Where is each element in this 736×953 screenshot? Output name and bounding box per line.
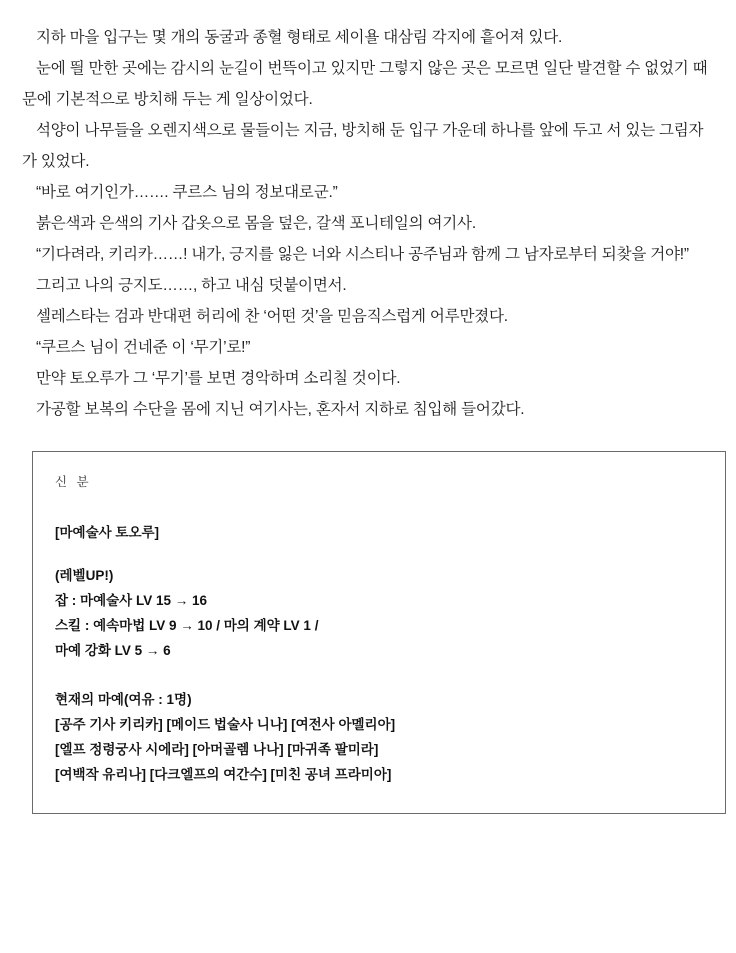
narrative-paragraph: “기다려라, 키리카……! 내가, 긍지를 잃은 너와 시스티나 공주님과 함께 그 남자로부터 되찾을 거야!” [36,246,689,263]
narrative-paragraph: 그리고 나의 긍지도……, 하고 내심 덧붙이면서. [36,277,347,294]
narrative-paragraph: 가공할 보복의 수단을 몸에 지닌 여기사는, 혼자서 지하로 침입해 들어갔다. [36,401,525,418]
status-character-name: [마예술사 토오루] [55,525,160,540]
status-maye-row: [공주 기사 키리카] [메이드 법술사 니나] [여전사 아멜리아] [55,717,396,732]
status-panel-title: 신 분 [55,475,92,489]
narrative-paragraph: 붉은색과 은색의 기사 갑옷으로 몸을 덮은, 갈색 포니테일의 여기사. [36,215,476,232]
spacer [55,545,703,563]
narrative-text-block [22,22,712,425]
status-panel [32,451,726,814]
status-skill-line-continued: 마예 강화 LV 5 → 6 [55,643,171,658]
narrative-paragraph: 눈에 띌 만한 곳에는 감시의 눈길이 번뜩이고 있지만 그렇지 않은 곳은 모르면 일단 발견할 수 없었기 때문에 기본적으로 방치해 두는 게 일상이었다. [22,60,708,108]
status-job-line: 잡 : 마예술사 LV 15 → 16 [55,593,207,608]
status-current-maye-header: 현재의 마예(여유 : 1명) [55,692,192,707]
status-maye-list [55,712,703,787]
narrative-paragraph: 석양이 나무들을 오렌지색으로 물들이는 지금, 방치해 둔 입구 가운데 하나를 앞에 두고 서 있는 그림자가 있었다. [22,122,704,170]
narrative-paragraph: “쿠르스 님이 건네준 이 ‘무기’로!” [36,339,251,356]
status-skill-line: 스킬 : 예속마법 LV 9 → 10 / 마의 계약 LV 1 / [55,618,319,633]
status-maye-row: [엘프 정령궁사 시에라] [아머골렘 나나] [마귀족 팔미라] [55,742,379,757]
spacer [55,663,703,687]
narrative-paragraph: “바로 여기인가……. 쿠르스 님의 정보대로군.” [36,184,338,201]
narrative-paragraph: 만약 토오루가 그 ‘무기’를 보면 경악하며 소리칠 것이다. [36,370,401,387]
status-level-up-header: (레벨UP!) [55,568,114,583]
narrative-paragraph: 셀레스타는 검과 반대편 허리에 찬 ‘어떤 것’을 믿음직스럽게 어루만졌다. [36,308,508,325]
narrative-paragraph: 지하 마을 입구는 몇 개의 동굴과 종혈 형태로 세이욜 대삼림 각지에 흩어져 있다. [36,29,563,46]
status-maye-row: [여백작 유리나] [다크엘프의 여간수] [미친 공녀 프라미아] [55,767,392,782]
